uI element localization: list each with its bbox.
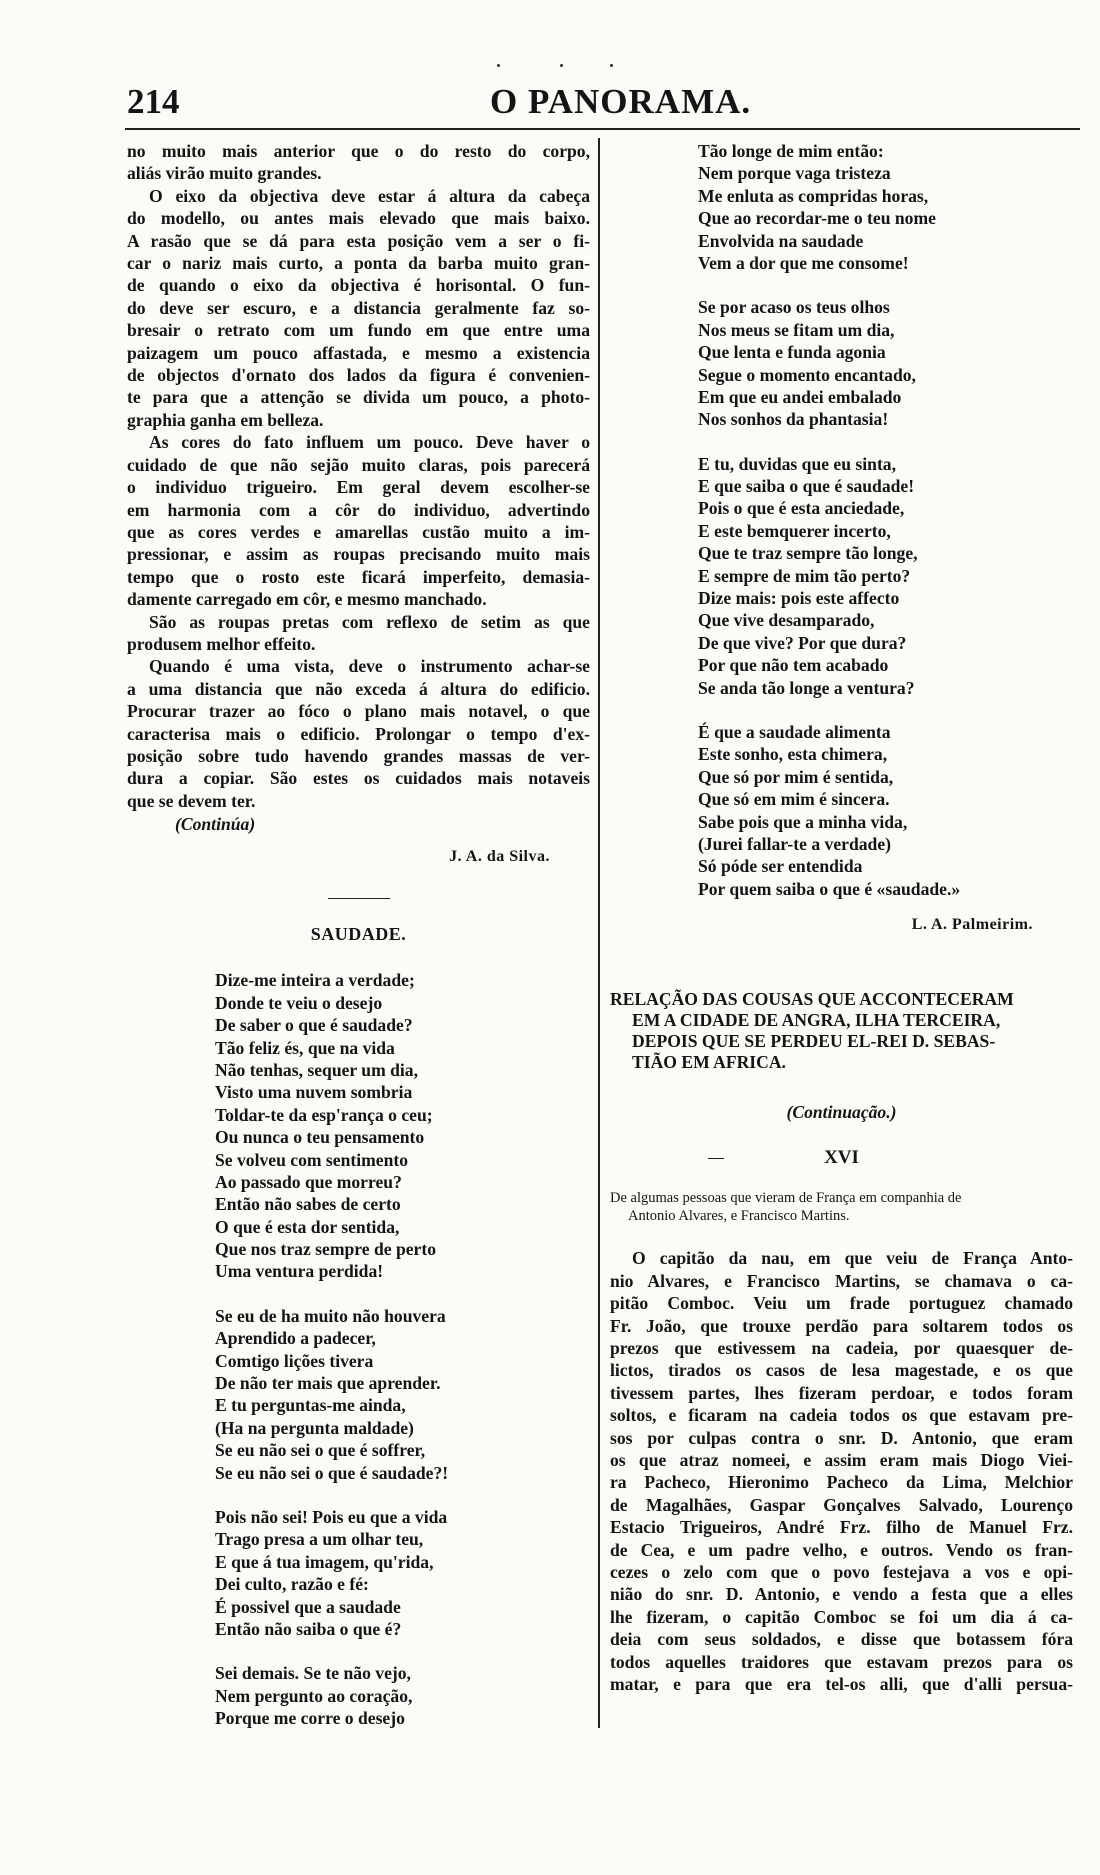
poem-line: Ao passado que morreu?	[215, 1171, 402, 1192]
stanza-break	[215, 1484, 590, 1506]
poem-line: E tu, duvidas que eu sinta,	[698, 453, 896, 474]
text-line: prezos que estivessem na cadeia, por quaesquer de-	[610, 1337, 1073, 1358]
poem-line: Tão feliz és, que na vida	[215, 1037, 395, 1058]
text-line: damente carregado em côr, e mesmo manchado.	[127, 589, 487, 610]
poem-line: Por quem saiba o que é «saudade.»	[698, 878, 961, 899]
continuacao-note: (Continuação.)	[786, 1101, 897, 1122]
poem-line: Que só em mim é sincera.	[698, 789, 890, 810]
relation-title-line: EM A CIDADE DE ANGRA, ILHA TERCEIRA,	[632, 1009, 1001, 1030]
poem-line: Envolvida na saudade	[698, 230, 864, 251]
text-line: ra Pacheco, Hieronimo Pacheco da Lima, Melchior	[610, 1472, 1073, 1493]
text-line: soltos, e ficaram na cadeia todos os que estavam pre-	[610, 1405, 1073, 1426]
poem-saudade-part2	[698, 140, 1073, 900]
poem-line: Se eu não sei o que é saudade?!	[215, 1462, 449, 1483]
continua-note: (Continúa)	[175, 814, 256, 835]
text-line: As cores do fato influem um pouco. Deve haver o	[149, 432, 590, 453]
text-line: posição sobre tudo havendo grandes massas de ver-	[127, 745, 590, 766]
stanza-break	[215, 1283, 590, 1305]
text-line: a uma distancia que não exceda á altura do edificio.	[127, 678, 590, 699]
poem-line: Se eu não sei o que é soffrer,	[215, 1440, 426, 1461]
poem-line: Só póde ser entendida	[698, 856, 863, 877]
poem-line: Dei culto, razão e fé:	[215, 1574, 369, 1595]
poem-line: Este sonho, esta chimera,	[698, 744, 888, 765]
poem-line: Toldar-te da esp'rança o ceu;	[215, 1104, 433, 1125]
poem-line: Se volveu com sentimento	[215, 1149, 409, 1170]
article-angra-text	[610, 1247, 1073, 1695]
poem-line: Sei demais. Se te não vejo,	[215, 1663, 411, 1684]
text-line: Estacio Trigueiros, André Frz. filho de Manuel Frz.	[610, 1517, 1073, 1538]
poem-line: Em que eu andei embalado	[698, 386, 902, 407]
text-line: O eixo da objectiva deve estar á altura da cabeça	[149, 185, 590, 206]
relation-title	[610, 989, 1073, 1073]
poem-saudade-part1	[215, 969, 590, 1729]
text-line: de Cea, e um padre velho, e outros. Vendo os fran-	[610, 1539, 1073, 1560]
relation-title-line: RELAÇÃO DAS COUSAS QUE ACCONTECERAM	[610, 988, 1014, 1009]
poem-line: Nos sonhos da phantasia!	[698, 409, 889, 430]
poem-line: Sabe pois que a minha vida,	[698, 811, 908, 832]
text-line: o individuo trigueiro. Em geral devem escolher-se	[127, 477, 590, 498]
text-line: Procurar trazer ao fóco o plano mais notavel, o que	[127, 701, 590, 722]
poem-line: Que ao recordar-me o teu nome	[698, 208, 936, 229]
text-line: lhe fizeram, o capitão Comboc se foi um dia á ca-	[610, 1606, 1073, 1627]
text-line: lictos, tirados os casos de lesa magestade, e os que	[610, 1360, 1073, 1381]
text-line: cezes o zelo com que o povo festejava a vos e opi-	[610, 1562, 1073, 1583]
summary-line: De algumas pessoas que vieram de França em companhia de	[610, 1190, 962, 1207]
poem-line: Por que não tem acabado	[698, 655, 889, 676]
text-line: matar, e para que era tel-os alli, que d'alli persua-	[610, 1674, 1073, 1695]
article-photography-text	[127, 140, 590, 812]
poem-line: Visto uma nuvem sombria	[215, 1082, 413, 1103]
poem-line: Segue o momento encantado,	[698, 364, 916, 385]
poem-line: (Ha na pergunta maldade)	[215, 1417, 414, 1438]
poem-line: Que lenta e funda agonia	[698, 342, 886, 363]
text-line: no muito mais anterior que o do resto do corpo,	[127, 141, 590, 161]
text-line: aliás virão muito grandes.	[127, 163, 322, 184]
left-column	[127, 140, 590, 1730]
poem-line: Não tenhas, sequer um dia,	[215, 1059, 419, 1080]
relation-title-line: DEPOIS QUE SE PERDEU EL-REI D. SEBAS-	[632, 1030, 996, 1051]
poem-line: Vem a dor que me consome!	[698, 252, 909, 273]
poem-line: E que saiba o que é saudade!	[698, 476, 915, 497]
print-speck	[497, 64, 500, 67]
print-speck	[560, 64, 563, 67]
stanza-break	[698, 431, 1073, 453]
poem-line: Comtigo lições tivera	[215, 1350, 374, 1371]
poem-line: Que nos traz sempre de perto	[215, 1239, 437, 1260]
poem-line: Então não sabes de certo	[215, 1194, 401, 1215]
text-line: nião do snr. D. Antonio, e vendo a festa que a elles	[610, 1584, 1073, 1605]
chapter-numeral: XVI	[824, 1146, 859, 1168]
text-line: cuidado de que não sejão muito claras, pois parecerá	[127, 454, 590, 475]
text-line: Fr. João, que trouxe perdão para soltarem todos os	[610, 1315, 1073, 1336]
column-divider	[598, 138, 600, 1728]
stanza-break	[698, 274, 1073, 296]
poem-line: Pois o que é esta anciedade,	[698, 498, 905, 519]
poem-line: É possivel que a saudade	[215, 1596, 401, 1617]
poem-line: Que só por mim é sentida,	[698, 766, 894, 787]
poem-line: O que é esta dor sentida,	[215, 1216, 400, 1237]
poem-line: Tão longe de mim então:	[698, 141, 884, 161]
text-line: do modello, ou antes mais elevado que mais baixo.	[127, 208, 590, 229]
poem-line: Ou nunca o teu pensamento	[215, 1127, 425, 1148]
summary-line: Antonio Alvares, e Francisco Martins.	[628, 1208, 850, 1225]
text-line: bresair o retrato com um fundo em que entre uma	[127, 320, 590, 341]
text-line: do deve ser escuro, e a distancia geralmente faz so-	[127, 297, 590, 318]
stanza-break	[215, 1640, 590, 1662]
stanza-break	[698, 699, 1073, 721]
text-line: A rasão que se dá para esta posição vem a ser o fi-	[127, 230, 590, 251]
poem-line: Aprendido a padecer,	[215, 1328, 376, 1349]
poem-line: Nos meus se fitam um dia,	[698, 319, 895, 340]
relation-title-line: TIÃO EM AFRICA.	[632, 1051, 786, 1072]
poem-line: De não ter mais que aprender.	[215, 1373, 441, 1394]
poem-line: Porque me corre o desejo	[215, 1708, 405, 1729]
text-line: O capitão da nau, em que veiu de França Anto-	[632, 1248, 1073, 1269]
text-line: tempo que o rosto este ficará imperfeito, demasia-	[127, 566, 590, 587]
poem-line: E que á tua imagem, qu'rida,	[215, 1551, 434, 1572]
poem-line: (Jurei fallar-te a verdade)	[698, 833, 891, 854]
text-line: São as roupas pretas com reflexo de setim as que	[149, 611, 590, 632]
text-line: nio Alvares, e Francisco Martins, se chamava o ca-	[610, 1270, 1073, 1291]
text-line: de quando o eixo da objectiva é horisontal. O fun-	[127, 275, 590, 296]
print-speck	[610, 64, 613, 67]
text-line: todos aquelles traidores que estavam prezos para os	[610, 1651, 1073, 1672]
poem-line: Nem porque vaga tristeza	[698, 163, 891, 184]
text-line: deia com seus soldados, e disse que botassem fóra	[610, 1629, 1073, 1650]
chapter-summary	[610, 1189, 1073, 1225]
chapter-heading	[610, 1147, 1073, 1169]
text-line: que as cores verdes e amarellas custão muito a im-	[127, 521, 590, 542]
text-line: sos por culpas contra o snr. D. Antonio, que eram	[610, 1427, 1073, 1448]
poem-line: Donde te veiu o desejo	[215, 992, 383, 1013]
text-line: pitão Comboc. Veiu um frade portuguez chamado	[610, 1293, 1073, 1314]
poem-line: Então não saiba o que é?	[215, 1618, 402, 1639]
text-line: pressionar, e assim as roupas precisando muito mais	[127, 544, 590, 565]
text-line: de objectos d'ornato dos lados da figura é convenien-	[127, 365, 590, 386]
text-line: te para que a attenção se divida um pouco, a photo-	[127, 387, 590, 408]
poem-line: Uma ventura perdida!	[215, 1261, 384, 1282]
text-line: Quando é uma vista, deve o instrumento achar-se	[149, 656, 590, 677]
text-line: produsem melhor effeito.	[127, 633, 316, 654]
poem-line: Se eu de ha muito não houvera	[215, 1305, 446, 1326]
text-line: graphia ganha em belleza.	[127, 409, 324, 430]
poem-line: De saber o que é saudade?	[215, 1015, 413, 1036]
text-line: que se devem ter.	[127, 790, 256, 811]
poem-line: E este bemquerer incerto,	[698, 520, 891, 541]
poem-line: Que te traz sempre tão longe,	[698, 543, 918, 564]
text-line: os que atraz nomeei, e assim eram mais Diogo Viei-	[610, 1449, 1073, 1470]
poem-line: Nem pergunto ao coração,	[215, 1685, 413, 1706]
poem-title: SAUDADE.	[310, 924, 407, 944]
text-line: tivessem partes, lhes fizeram perdoar, e todos foram	[610, 1382, 1073, 1403]
text-line: em harmonia com a côr do individuo, advertindo	[127, 499, 590, 520]
text-line: dura a copiar. São estes os cuidados mais notaveis	[127, 768, 590, 789]
right-column	[610, 140, 1073, 1695]
text-line: de Magalhães, Gaspar Gonçalves Salvado, Lourenço	[610, 1494, 1073, 1515]
header-rule	[125, 128, 1080, 130]
section-rule	[328, 898, 390, 899]
text-line: caracterisa mais o edificio. Prolongar o tempo d'ex-	[127, 723, 590, 744]
poem-line: Dize mais: pois este affecto	[698, 588, 900, 609]
poem-line: É que a saudade alimenta	[698, 721, 891, 742]
running-title: O PANORAMA.	[490, 82, 752, 121]
poem-line: Dize-me inteira a verdade;	[215, 970, 415, 991]
poem-line: Que vive desamparado,	[698, 610, 875, 631]
text-line: car o nariz mais curto, a ponta da barba muito gran-	[127, 253, 590, 274]
poem-line: Se por acaso os teus olhos	[698, 297, 890, 318]
signature-silva: J. A. da Silva.	[449, 847, 550, 865]
poem-line: Se anda tão longe a ventura?	[698, 677, 915, 698]
poem-line: De que vive? Por que dura?	[698, 632, 907, 653]
poem-line: E sempre de mim tão perto?	[698, 565, 911, 586]
poem-line: Trago presa a um olhar teu,	[215, 1529, 424, 1550]
page-number: 214	[127, 82, 180, 121]
poem-line: Pois não sei! Pois eu que a vida	[215, 1507, 448, 1527]
poem-line: E tu perguntas-me ainda,	[215, 1395, 406, 1416]
poem-line: Me enluta as compridas horas,	[698, 185, 929, 206]
text-line: paizagem um pouco affastada, e mesmo a existencia	[127, 342, 590, 363]
chapter-dash	[708, 1158, 724, 1159]
signature-palmeirim: L. A. Palmeirim.	[911, 916, 1033, 934]
